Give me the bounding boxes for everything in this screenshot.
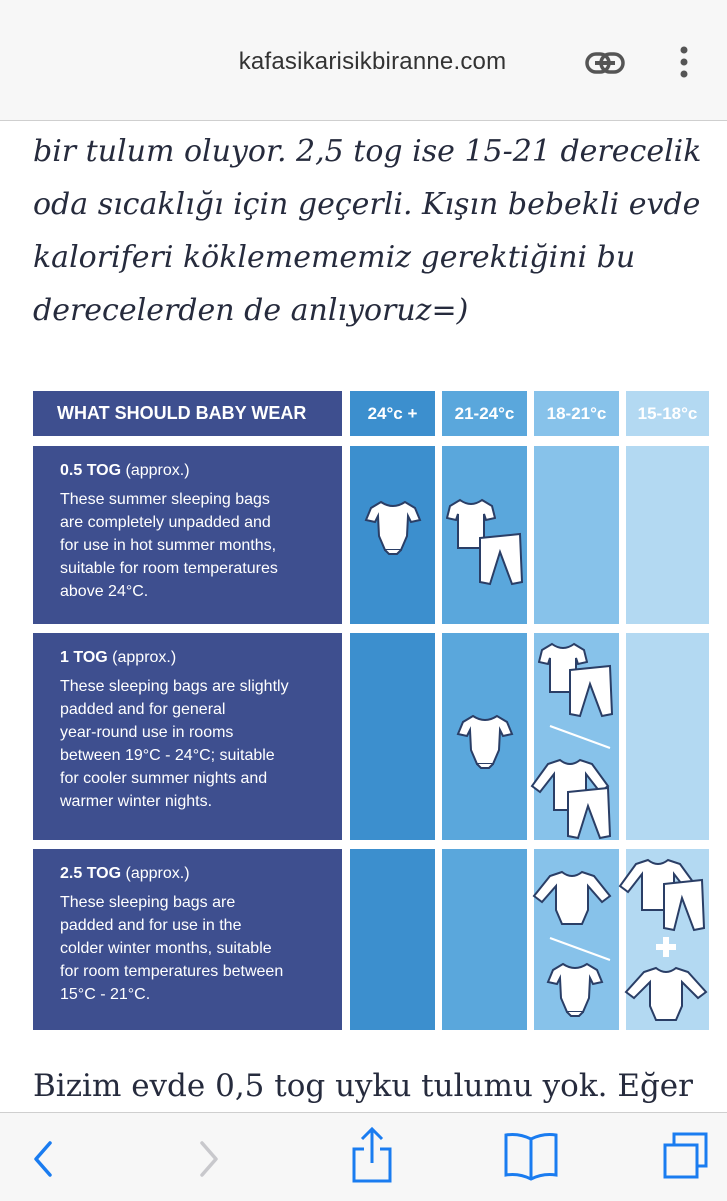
- forward-icon[interactable]: [196, 1139, 222, 1179]
- chart-cell: [442, 849, 527, 1030]
- pants-icon: [660, 876, 706, 932]
- tog-approx: (approx.): [125, 462, 190, 479]
- address-bar[interactable]: [0, 0, 727, 121]
- more-icon[interactable]: [672, 42, 696, 82]
- share-icon[interactable]: [350, 1125, 394, 1183]
- browser-toolbar: [0, 1112, 727, 1201]
- article-text: [33, 125, 713, 337]
- tog-row-label: [33, 446, 342, 624]
- article-line: oda sıcaklığı için geçerli. Kışın bebekli evde: [33, 187, 701, 222]
- tog-row-label: [33, 849, 342, 1030]
- bookmarks-icon[interactable]: [503, 1131, 559, 1181]
- bodysuit-icon: [545, 958, 605, 1020]
- tog-description: [60, 488, 322, 603]
- url-text[interactable]: kafasikarisikbiranne.com: [238, 48, 507, 75]
- desc-line: padded and for general: [60, 701, 226, 718]
- article-bottom-line: Bizim evde 0,5 tog uyku tulumu yok. Eğer: [33, 1068, 693, 1104]
- desc-line: These sleeping bags are slightly: [60, 678, 289, 695]
- tog-value: 1 TOG: [60, 649, 108, 666]
- tog-approx: (approx.): [112, 649, 177, 666]
- article-line: kaloriferi köklemememiz gerektiğini bu: [33, 240, 636, 275]
- desc-line: for cooler summer nights and: [60, 770, 268, 787]
- tog-value: 0.5 TOG: [60, 462, 122, 479]
- desc-line: for use in hot summer months,: [60, 537, 277, 554]
- longsleeve-bodysuit-icon: [532, 868, 612, 930]
- or-divider-icon: [548, 722, 612, 752]
- article-line: derecelerden de anlıyoruz=): [33, 293, 469, 328]
- link-icon[interactable]: [583, 48, 627, 78]
- desc-line: colder winter months, suitable: [60, 940, 272, 957]
- chart-cell: [350, 849, 435, 1030]
- desc-line: These summer sleeping bags: [60, 491, 270, 508]
- chart-cell: [626, 633, 709, 840]
- chart-cell: [626, 446, 709, 624]
- desc-line: warmer winter nights.: [60, 793, 213, 810]
- back-icon[interactable]: [30, 1139, 56, 1179]
- pants-icon: [476, 530, 524, 586]
- desc-line: are completely unpadded and: [60, 514, 271, 531]
- temp-header: 24°c +: [350, 391, 435, 436]
- tog-value: 2.5 TOG: [60, 865, 122, 882]
- desc-line: above 24°C.: [60, 583, 149, 600]
- pants-icon: [564, 784, 612, 840]
- article-line: bir tulum oluyor. 2,5 tog ise 15-21 derecelik: [33, 134, 702, 169]
- tog-row-label: [33, 633, 342, 840]
- chart-cell: [534, 446, 619, 624]
- plus-icon: [654, 935, 678, 959]
- desc-line: suitable for room temperatures: [60, 560, 278, 577]
- bodysuit-icon: [455, 710, 515, 772]
- desc-line: year-round use in rooms: [60, 724, 234, 741]
- desc-line: These sleeping bags are: [60, 894, 236, 911]
- desc-line: padded and for use in the: [60, 917, 242, 934]
- temp-header: 15-18°c: [626, 391, 709, 436]
- temp-header: 18-21°c: [534, 391, 619, 436]
- tog-description: [60, 675, 322, 813]
- desc-line: between 19°C - 24°C; suitable: [60, 747, 275, 764]
- desc-line: 15°C - 21°C.: [60, 986, 151, 1003]
- chart-header: WHAT SHOULD BABY WEAR: [33, 391, 342, 436]
- chart-cell: [350, 633, 435, 840]
- bodysuit-icon: [363, 496, 423, 558]
- tog-description: [60, 891, 322, 1006]
- desc-line: for room temperatures between: [60, 963, 284, 980]
- tog-approx: (approx.): [125, 865, 190, 882]
- temp-header: 21-24°c: [442, 391, 527, 436]
- tabs-icon[interactable]: [662, 1131, 708, 1181]
- longsleeve-bodysuit-icon: [624, 964, 708, 1024]
- pants-icon: [566, 662, 614, 718]
